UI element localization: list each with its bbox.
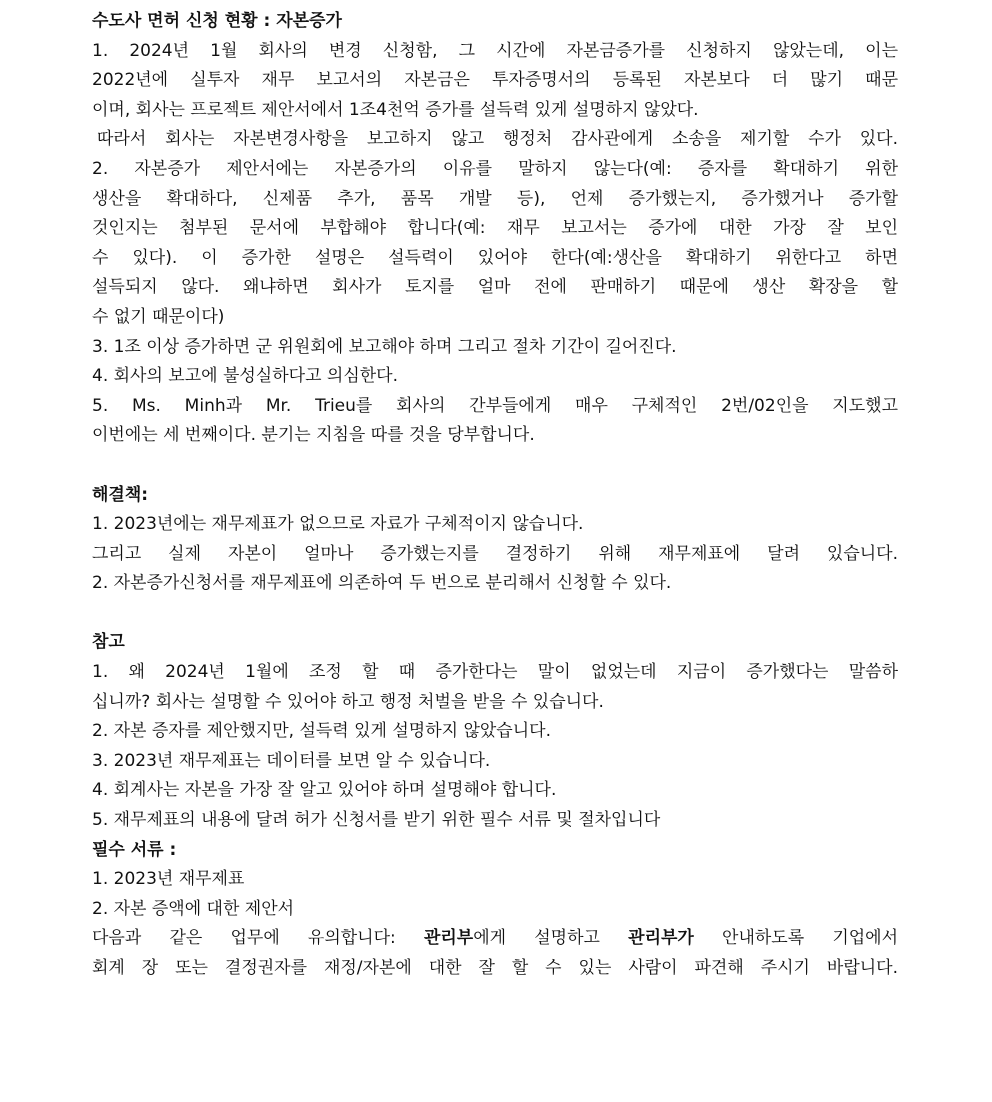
document-title: 수도사 면허 신청 현황 : 자본증가 (92, 11, 342, 31)
required-doc-item: 2. 자본 증액에 대한 제안서 (92, 898, 295, 919)
closing-bold-dept: 관리부가 (628, 928, 694, 949)
reference-line: 4. 회계사는 자본을 가장 잘 알고 있어야 하며 설명해야 합니다. (92, 780, 557, 801)
solution-line: 1. 2023년에는 재무제표가 없으므로 자료가 구체적이지 않습니다. (92, 514, 584, 535)
issue-line: 설득되지 않다. 왜냐하면 회사가 토지를 얼마 전에 판매하기 때문에 생산 확장을 할 (92, 277, 898, 298)
issue-line: 이며, 회사는 프로젝트 제안서에서 1조4천억 증가를 설득력 있게 설명하지 않았다. (92, 99, 699, 120)
solution-line: 2. 자본증가신청서를 재무제표에 의존하여 두 번으로 분리해서 신청할 수 있다. (92, 573, 672, 594)
reference-heading: 참고 (92, 632, 125, 653)
issue-line: 생산을 확대하다, 신제품 추가, 품목 개발 등), 언제 증가했는지, 증가했거나 증가할 (92, 188, 898, 209)
solution-heading: 해결책: (92, 484, 149, 505)
reference-line: 3. 2023년 재무제표는 데이터를 보면 알 수 있습니다. (92, 750, 491, 771)
reference-line: 2. 자본 증자를 제안했지만, 설득력 있게 설명하지 않았습니다. (92, 721, 551, 742)
closing-line: 회계 장 또는 결정권자를 재정/자본에 대한 잘 할 수 있는 사람이 파견해 주시기 바랍니다. (92, 958, 898, 978)
issue-line: 수 있다). 이 증가한 설명은 설득력이 있어야 한다(예:생산을 확대하기 위한다고 하면 (92, 247, 898, 268)
issue-line: 이번에는 세 번째이다. 분기는 지침을 따를 것을 당부합니다. (92, 425, 535, 446)
closing-bold-dept: 관리부 (423, 928, 474, 949)
required-doc-item: 1. 2023년 재무제표 (92, 869, 245, 890)
issue-line: 것인지는 첨부된 문서에 부합해야 합니다(예: 재무 보고서는 증가에 대한 가장 잘 보인 (92, 218, 898, 239)
issue-line: 따라서 회사는 자본변경사항을 보고하지 않고 행정처 감사관에게 소송을 제기할 수가 있다. (97, 129, 898, 150)
solution-line: 그리고 실제 자본이 얼마나 증가했는지를 결정하기 위해 재무제표에 달려 있습니다. (92, 543, 898, 564)
issue-line: 2022년에 실투자 재무 보고서의 자본금은 투자증명서의 등록된 자본보다 더 많기 때문 (92, 70, 898, 91)
issue-line: 3. 1조 이상 증가하면 군 위원회에 보고해야 하며 그리고 절차 기간이 길어진다. (92, 336, 677, 357)
issue-line: 1. 2024년 1월 회사의 변경 신청함, 그 시간에 자본금증가를 신청하지 않았는데, 이는 (92, 40, 898, 61)
closing-text: 다음과 같은 업무에 유의합니다: (92, 928, 424, 949)
issue-line: 5. Ms. Minh과 Mr. Trieu를 회사의 간부들에게 매우 구체적인 2번/02인을 지도했고 (92, 395, 898, 416)
issue-line: 수 없기 때문이다) (92, 306, 225, 327)
closing-text: 안내하도록 기업에서 (693, 928, 898, 949)
issue-line: 2. 자본증가 제안서에는 자본증가의 이유를 말하지 않는다(예: 증자를 확대하기 위한 (92, 158, 898, 179)
reference-line: 십니까? 회사는 설명할 수 있어야 하고 행정 처벌을 받을 수 있습니다. (92, 691, 604, 712)
reference-line: 1. 왜 2024년 1월에 조정 할 때 증가한다는 말이 없었는데 지금이 증가했다는 말씀하 (92, 662, 898, 683)
closing-text: 에게 설명하고 (473, 928, 629, 949)
closing-line (92, 924, 898, 954)
document-body (92, 7, 898, 984)
reference-line: 5. 재무제표의 내용에 달려 허가 신청서를 받기 위한 필수 서류 및 절차입니다 (92, 810, 661, 831)
issue-line: 4. 회사의 보고에 불성실하다고 의심한다. (92, 366, 398, 387)
required-docs-heading: 필수 서류 : (92, 839, 177, 860)
